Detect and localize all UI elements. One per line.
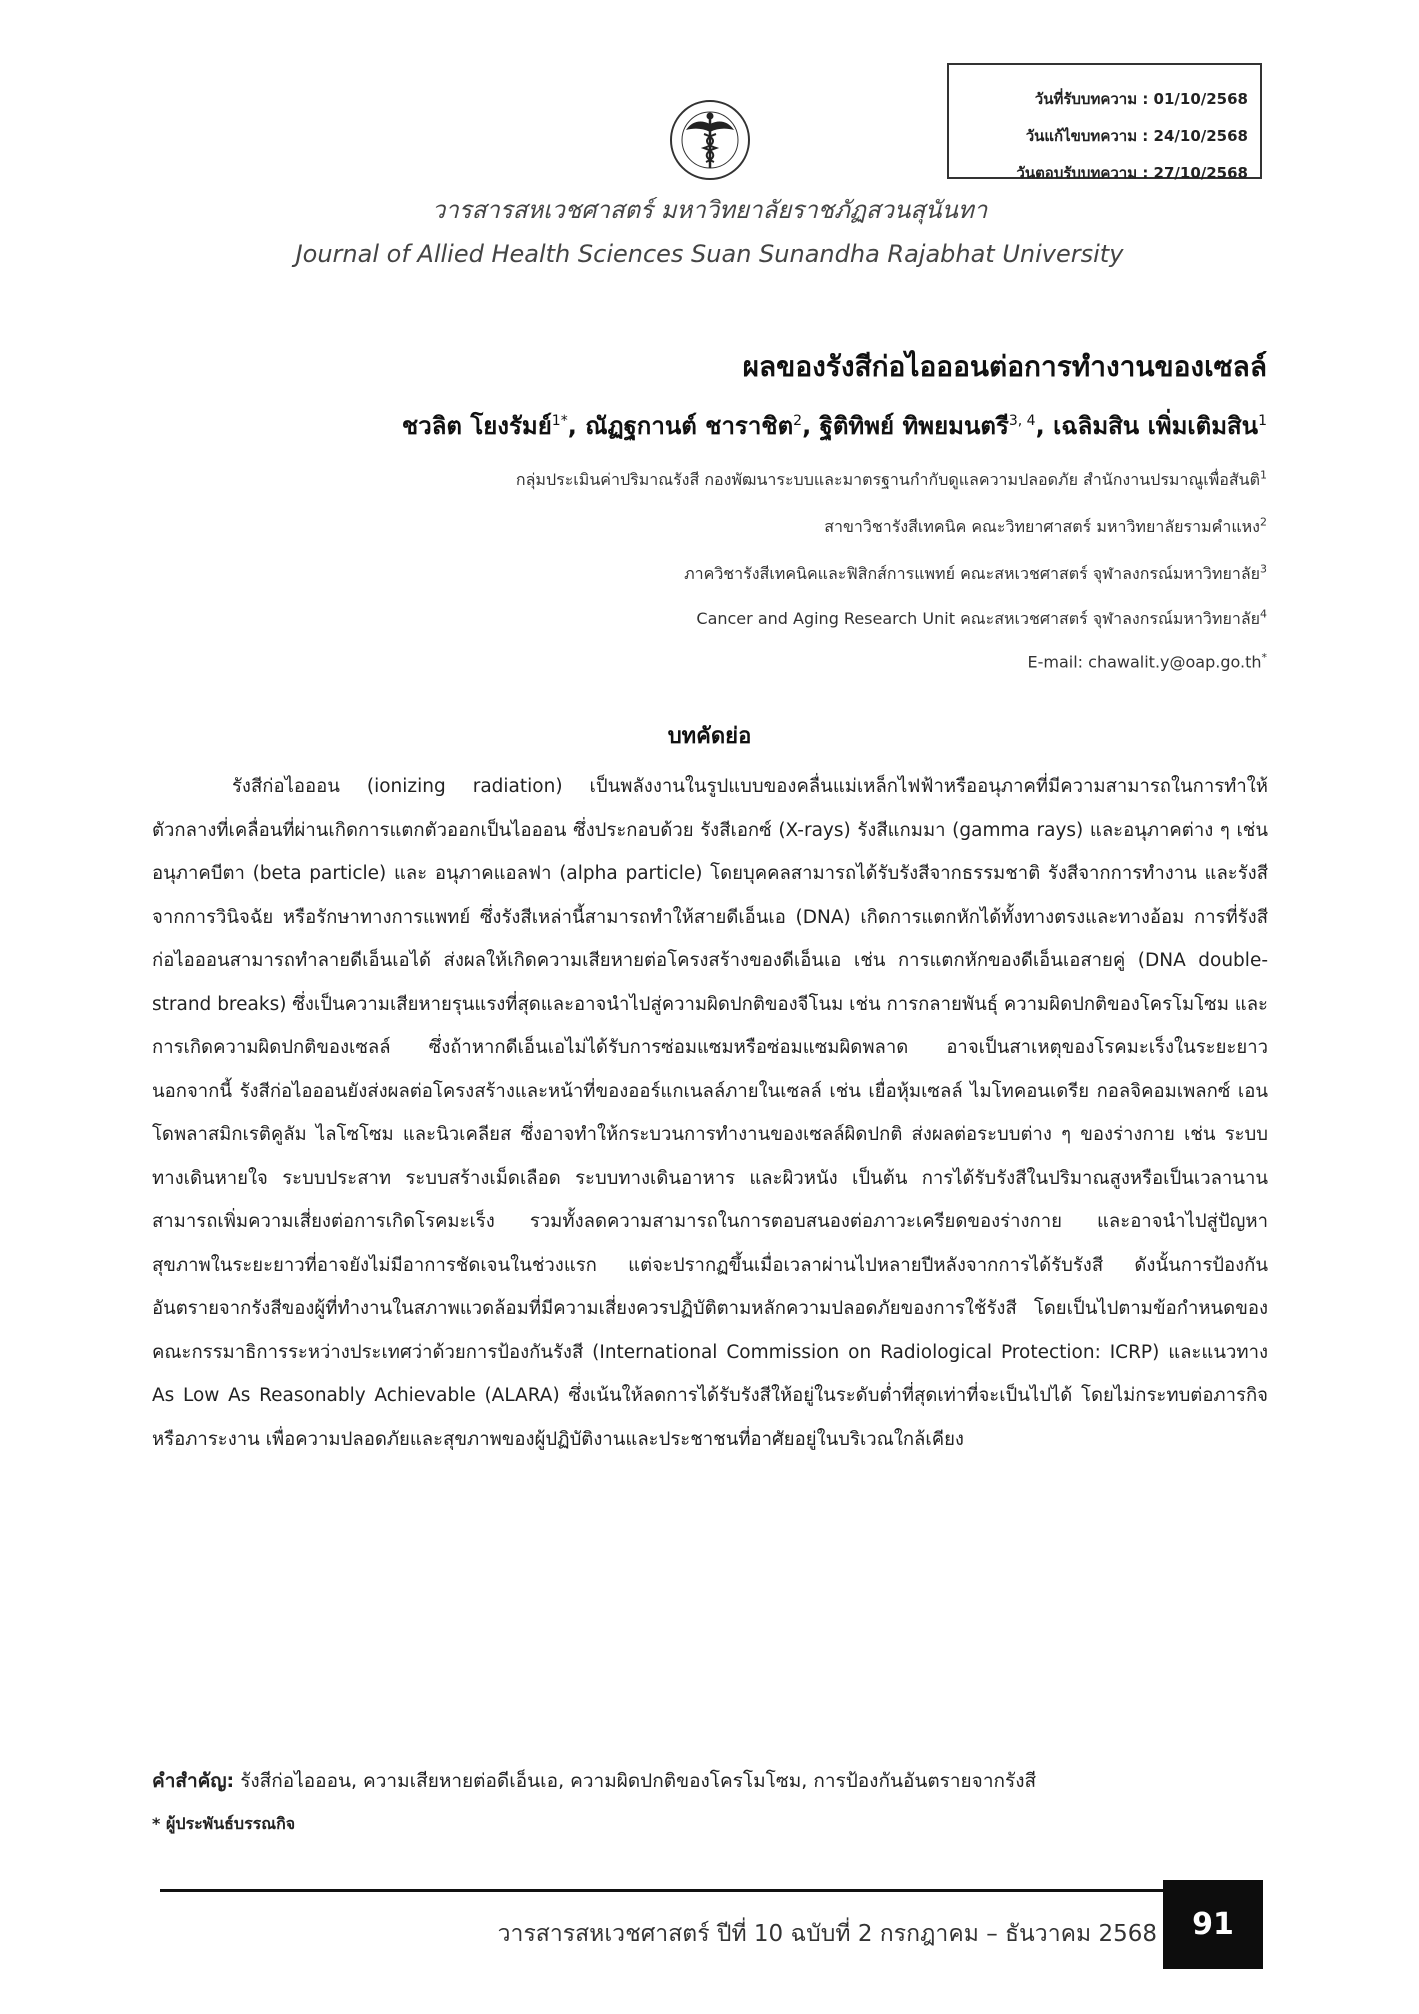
affiliation-mark: 3 <box>1260 562 1267 576</box>
author-separator: , <box>802 412 820 440</box>
author-separator: , <box>1035 412 1054 440</box>
revised-date: วันแก้ไขบทความ : 24/10/2568 <box>1025 127 1248 145</box>
author-affil-mark: 1* <box>551 413 568 429</box>
article-title: ผลของรังสีก่อไอออนต่อการทำงานของเซลล์ <box>742 350 1267 383</box>
journal-seal-logo <box>668 98 752 182</box>
footer-rule <box>160 1889 1186 1892</box>
corresponding-email[interactable] <box>1028 651 1268 671</box>
author-separator: , <box>567 412 586 440</box>
journal-name-thai: วารสารสหเวชศาสตร์ มหาวิทยาลัยราชภัฏสวนสุนันทา <box>431 196 988 224</box>
affiliation-line <box>684 562 1267 587</box>
abstract-heading: บทคัดย่อ <box>667 724 752 749</box>
author-affil-mark: 3, 4 <box>1008 413 1036 429</box>
affiliation-text: สาขาวิชารังสีเทคนิค คณะวิทยาศาสตร์ มหาวิทยาลัยรามคำแหง <box>824 517 1260 536</box>
affiliation-mark: 4 <box>1260 607 1267 621</box>
author-name: ฐิติทิพย์ ทิพยมนตรี <box>819 412 1009 440</box>
affiliation-text: กลุ่มประเมินค่าปริมาณรังสี กองพัฒนาระบบและมาตรฐานกำกับดูแลความปลอดภัย สำนักงานปรมาณูเพื่อสันติ <box>515 470 1260 489</box>
caduceus-seal-icon <box>668 98 752 182</box>
accepted-date: วันตอบรับบทความ : 27/10/2568 <box>1016 164 1248 182</box>
email-text[interactable]: E-mail: chawalit.y@oap.go.th <box>1027 652 1262 672</box>
page-number-box <box>1163 1880 1263 1969</box>
article-dates-box <box>947 63 1262 182</box>
abstract-body: รังสีก่อไอออน (ionizing radiation) เป็นพลังงานในรูปแบบของคลื่นแม่เหล็กไฟฟ้าหรืออนุภาคที่มีความสามารถในการทำให้ตัวกลางที่เคลื่อนที่ผ่านเกิดการแตกตัวออกเป็นไอออน ซึ่งประกอบด้วย รังสีเอกซ์ (X-rays) รังสีแกมมา (gamma rays) และอนุภาคต่าง ๆ เช่น อนุภาคบีตา (beta particle) และ อนุภาคแอลฟา (alpha particle) โดยบุคคลสามารถได้รับรังสีจากธรรมชาติ รังสีจากการทำงาน และรังสีจากการวินิจฉัย หรือรักษาทางการแพทย์ ซึ่งรังสีเหล่านี้สามารถทำให้สายดีเอ็นเอ (DNA) เกิดการแตกหักได้ทั้งทางตรงและทางอ้อม การที่รังสีก่อไอออนสามารถทำลายดีเอ็นเอได้ ส่งผลให้เกิดความเสียหายต่อโครงสร้างของดีเอ็นเอ เช่น การแตกหักของดีเอ็นเอสายคู่ (DNA double-strand breaks) ซึ่งเป็นความเสียหายรุนแรงที่สุดและอาจนำไปสู่ความผิดปกติของจีโนม เช่น การกลายพันธุ์ ความผิดปกติของโครโมโซม และการเกิดความผิดปกติของเซลล์ ซึ่งถ้าหากดีเอ็นเอไม่ได้รับการซ่อมแซมหรือซ่อมแซมผิดพลาด อาจเป็นสาเหตุของโรคมะเร็งในระยะยาว นอกจากนี้ รังสีก่อไอออนยังส่งผลต่อโครงสร้างและหน้าที่ของออร์แกเนลล์ภายในเซลล์ เช่น เยื่อหุ้มเซลล์ ไมโทคอนเดรีย กอลจิคอมเพลกซ์ เอนโดพลาสมิกเรติคูลัม ไลโซโซม และนิวเคลียส ซึ่งอาจทำให้กระบวนการทำงานของเซลล์ผิดปกติ ส่งผลต่อระบบต่าง ๆ ของร่างกาย เช่น ระบบทางเดินหายใจ ระบบประสาท ระบบสร้างเม็ดเลือด ระบบทางเดินอาหาร และผิวหนัง เป็นต้น การได้รับรังสีในปริมาณสูงหรือเป็นเวลานานสามารถเพิ่มความเสี่ยงต่อการเกิดโรคมะเร็ง รวมทั้งลดความสามารถในการตอบสนองต่อภาวะเครียดของร่างกาย และอาจนำไปสู่ปัญหาสุขภาพในระยะยาวที่อาจยังไม่มีอาการชัดเจนในช่วงแรก แต่จะปรากฏขึ้นเมื่อเวลาผ่านไปหลายปีหลังจากการได้รับรังสี ดังนั้นการป้องกันอันตรายจากรังสีของผู้ที่ทำงานในสภาพแวดล้อมที่มีความเสี่ยงควรปฏิบัติตามหลักความปลอดภัยของการใช้รังสี โดยเป็นไปตามข้อกำหนดของคณะกรรมาธิการระหว่างประเทศว่าด้วยการป้องกันรังสี (International Commission on Radiological Protection: ICRP) และแนวทาง As Low As Reasonably Achievable (ALARA) ซึ่งเน้นให้ลดการได้รับรังสีให้อยู่ในระดับต่ำที่สุดเท่าที่จะเป็นไปได้ โดยไม่กระทบต่อภารกิจหรือภาระงาน เพื่อความปลอดภัยและสุขภาพของผู้ปฏิบัติงานและประชาชนที่อาศัยอยู่ในบริเวณใกล้เคียง <box>152 776 1268 1450</box>
affiliation-line <box>696 607 1267 632</box>
email-mark: * <box>1261 651 1267 664</box>
journal-name-english: Journal of Allied Health Sciences Suan Sunandha Rajabhat University <box>295 240 1124 268</box>
author-affil-mark: 2 <box>793 413 803 429</box>
affiliation-text: ภาควิชารังสีเทคนิคและฟิสิกส์การแพทย์ คณะสหเวชศาสตร์ จุฬาลงกรณ์มหาวิทยาลัย <box>684 564 1260 583</box>
author-list <box>402 406 1267 445</box>
affiliation-text: Cancer and Aging Research Unit คณะสหเวชศาสตร์ จุฬาลงกรณ์มหาวิทยาลัย <box>696 609 1260 628</box>
keywords-line <box>152 1766 1268 1796</box>
footer-journal-issue: วารสารสหเวชศาสตร์ ปีที่ 10 ฉบับที่ 2 กรกฎาคม – ธันวาคม 2568 <box>497 1921 1157 1947</box>
affiliation-line <box>824 515 1267 540</box>
keywords-label: คำสำคัญ: <box>152 1770 235 1792</box>
affiliation-line <box>516 468 1267 493</box>
affiliation-mark: 2 <box>1260 515 1267 529</box>
author-affil-mark: 1 <box>1258 413 1267 429</box>
author-name: ชวลิต โยงรัมย์ <box>401 412 552 440</box>
received-date: วันที่รับบทความ : 01/10/2568 <box>1034 90 1248 108</box>
author-name: เฉลิมสิน เพิ่มเติมสิน <box>1053 412 1259 440</box>
page-number: 91 <box>1192 1907 1234 1942</box>
keywords-list: รังสีก่อไอออน, ความเสียหายต่อดีเอ็นเอ, ความผิดปกติของโครโมโซม, การป้องกันอันตรายจากรังสี <box>240 1770 1037 1792</box>
author-name: ณัฏฐกานต์ ชาราชิต <box>585 412 794 440</box>
corresponding-author-note: * ผู้ประพันธ์บรรณกิจ <box>152 1814 296 1833</box>
affiliation-mark: 1 <box>1260 468 1267 482</box>
